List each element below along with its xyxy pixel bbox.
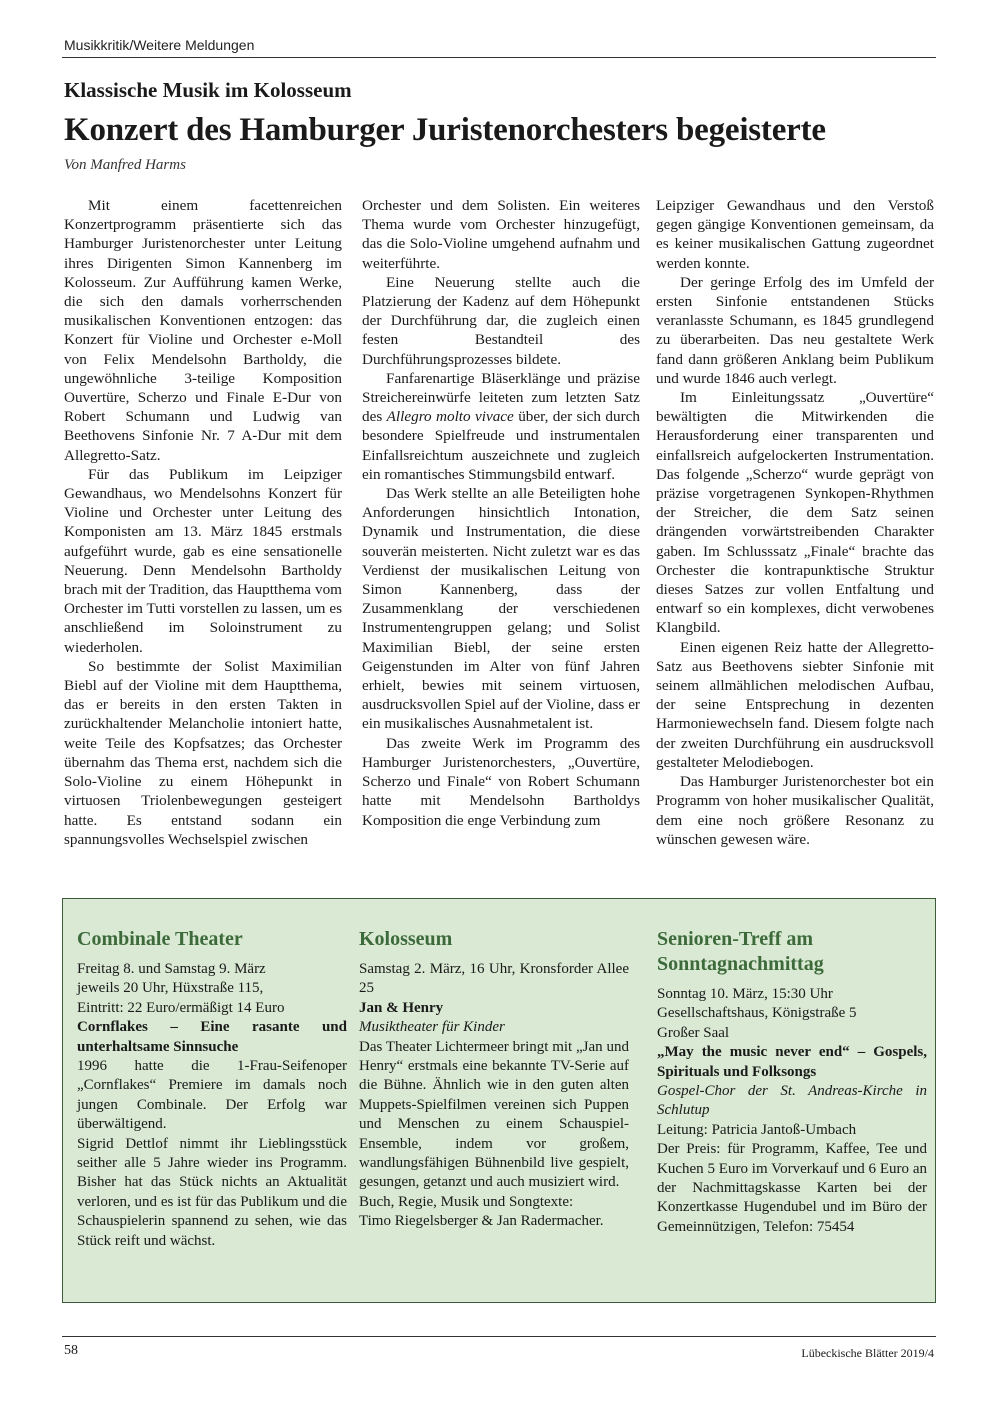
- paragraph: Mit einem facettenreichen Konzertprogramm präsentierte sich das Hamburger Juristenorchester unter Leitung ihres Dirigenten Simon Kannenberg im Kolosseum. Zur Aufführung kamen Werke, die sich den damals vorherrschenden musikalischen Konventionen entzogen: das Konzert für Violine und Orchester e-Moll von Felix Mendelsohn Bartholdy, die ungewöhnliche 3-teilige Komposition Ouvertüre, Scherzo und Finale E-Dur von Robert Schumann und Ludwig van Beethovens Sinfonie Nr. 7 A-Dur mit dem Allegretto-Satz.: [64, 197, 342, 464]
- paragraph: Im Einleitungssatz „Ouvertüre“ bewältigten die Mitwirkenden die Herausforderung einer transparenten und einfallsreich aufgelockerten Instrumentation. Das folgende „Scherzo“ wurde geprägt von präzise vorgetragenen Synkopen-Rhythmen der Streicher, die dem Satz seinen drängenden vorwärtstreibenden Charakter gaben. Im Schlusssatz „Finale“ brachte das Orchester die kontrapunktische Struktur dieses Satzes zur vollen Entfaltung und entwarf so ein komplexes, dicht verwobenes Klangbild.: [656, 389, 934, 637]
- paragraph: Orchester und dem Solisten. Ein weiteres Thema wurde vom Orchester hinzugefügt, das die Solo-Violine umgehend aufnahm und weiterführte.: [362, 197, 640, 272]
- article-column-3: [656, 196, 934, 849]
- event-place: Gesellschaftshaus, Königstraße 5: [657, 1005, 857, 1022]
- article-byline: Von Manfred Harms: [64, 157, 186, 173]
- event-title: Senioren-Treff am Sonntagnachmittag: [657, 928, 824, 975]
- paragraph: Einen eigenen Reiz hatte der Allegretto-Satz aus Beethovens siebter Sinfonie mit seinem allmählichen melodischen Aufbau, der seine Entsprechung in dezenten Harmoniewechseln fand. Diesem folgte nach der zweiten Durchführung ein ausdrucksvoll gestalteter Melodiebogen.: [656, 638, 934, 771]
- event-title: Kolosseum: [359, 928, 453, 950]
- event-senioren-treff: [657, 927, 927, 1237]
- event-show-title: „May the music never end“ – Gospels, Spirituals und Folksongs: [657, 1044, 927, 1080]
- event-choir: Gospel-Chor der St. Andreas-Kirche in Schlutup: [657, 1083, 927, 1119]
- event-lead: Leitung: Patricia Jantoß-Umbach: [657, 1121, 857, 1138]
- events-box: [62, 898, 936, 1303]
- paragraph: Der geringe Erfolg des im Umfeld der ersten Sinfonie entstandenen Stücks veranlasste Schumann, es 1845 grundlegend zu überarbeiten. Das neu gestaltete Werk fand dann größeren Anklang beim Publikum und wurde 1846 auch verlegt.: [656, 273, 934, 387]
- top-rule: [62, 57, 936, 58]
- event-date: Freitag 8. und Samstag 9. März: [77, 961, 266, 977]
- event-kolosseum: [359, 927, 629, 1232]
- paragraph: Eine Neuerung stellte auch die Platzierung der Kadenz auf dem Höhepunkt der Durchführung dar, die zugleich einen festen Bestandteil des Durchführungsprozesses bildete.: [362, 273, 640, 368]
- event-credits-label: Buch, Regie, Musik und Songtexte:: [359, 1193, 574, 1210]
- event-show-title: Cornflakes – Eine rasante und unterhaltsame Sinnsuche: [77, 1019, 347, 1055]
- paragraph: Das Hamburger Juristenorchester bot ein Programm von hoher musikalischer Qualität, dem eine noch größere Resonanz zu wünschen gewesen wäre.: [656, 773, 934, 848]
- event-credits-names: Timo Riegelsberger & Jan Radermacher.: [359, 1213, 604, 1230]
- event-date-place: Samstag 2. März, 16 Uhr, Kronsforder Allee 25: [359, 961, 629, 997]
- event-description: Das Theater Lichtermeer bringt mit „Jan und Henry“ erstmals eine bekannte TV-Serie auf die Bühne. Ähnlich wie in den guten alten Muppets-Spielfilmen vereinen sich Puppen und Menschen zu einem Schauspiel-Ensemble, indem vor großem, wandlungsfähigen Bühnenbild live gespielt, gesungen, getanzt und auch musiziert wird.: [359, 1038, 629, 1191]
- article-kicker: Klassische Musik im Kolosseum: [64, 78, 352, 102]
- event-date: Sonntag 10. März, 15:30 Uhr: [657, 986, 833, 1002]
- paragraph: Leipziger Gewandhaus und den Verstoß gegen gängige Konventionen gemeinsam, da es keiner musikalischen Gattung zugeordnet werden konnte.: [656, 197, 934, 272]
- paragraph: So bestimmte der Solist Maximilian Biebl auf der Violine mit dem Hauptthema, das er bereits in den ersten Takten in zurückhaltender Melancholie intoniert hatte, weite Teile des Kopfsatzes; das Orchester übernahm das Thema erst, nachdem sich die Solo-Violine zu einem Höhepunkt in virtuosen Triolenbewegungen gesteigert hatte. Es entstand sodann ein spannungsvolles Wechselspiel zwischen: [64, 657, 342, 848]
- event-room: Großer Saal: [657, 1024, 730, 1041]
- event-combinale: [77, 927, 347, 1251]
- event-subtitle: Musiktheater für Kinder: [359, 1019, 505, 1036]
- event-time-place: jeweils 20 Uhr, Hüxstraße 115,: [77, 980, 264, 997]
- event-price: Eintritt: 22 Euro/ermäßigt 14 Euro: [77, 999, 285, 1016]
- event-description: 1996 hatte die 1-Frau-Seifenoper „Cornflakes“ Premiere im damals noch jungen Combinale. Der Erfolg war überwältigend.: [77, 1058, 347, 1133]
- section-header: Musikkritik/Weitere Meldungen: [64, 37, 255, 53]
- article-column-2: [362, 196, 640, 830]
- event-description: Sigrid Dettlof nimmt ihr Lieblingsstück seither alle 5 Jahre wieder ins Programm. Bisher hat das Stück nichts an Aktualität verloren, und es ist für das Publikum und die Schauspielerin spannend zu sehen, wie das Stück reift und wächst.: [77, 1135, 347, 1249]
- emphasis: Allegro molto vivace: [386, 408, 514, 426]
- event-description: Der Preis: für Programm, Kaffee, Tee und Kuchen 5 Euro im Vorverkauf und 6 Euro an der Nachmittagskasse Karten bei der Konzertkasse Hugendubel und im Büro der Gemeinnützigen, Telefon: 75454: [657, 1141, 927, 1235]
- article-headline: Konzert des Hamburger Juristenorchesters begeisterte: [64, 112, 826, 148]
- event-title: Combinale Theater: [77, 928, 243, 950]
- article-column-1: [64, 196, 342, 849]
- event-show-title: Jan & Henry: [359, 999, 444, 1016]
- paragraph: Das zweite Werk im Programm des Hamburger Juristenorchesters, „Ouvertüre, Scherzo und Finale“ von Robert Schumann hatte mit Mendelsohn Bartholdys Komposition die enge Verbindung zum: [362, 734, 640, 829]
- page-number: 58: [64, 1343, 78, 1358]
- bottom-rule: [62, 1336, 936, 1337]
- paragraph: Das Werk stellte an alle Beteiligten hohe Anforderungen hinsichtlich Intonation, Dynamik und Instrumentation, die diese souverän meisterten. Nicht zuletzt war es das Verdienst der musikalischen Leitung von Simon Kannenberg, dass der Zusammenklang der verschiedenen Instrumentengruppen gelang; und Solist Maximilian Biebl, der seine ersten Geigenstunden im Alter von fünf Jahren erhielt, bewies mit seinem virtuosen, ausdrucksvollen Spiel auf der Violine, dass er ein musikalisches Ausnahmetalent ist.: [362, 485, 640, 733]
- paragraph: Für das Publikum im Leipziger Gewandhaus, wo Mendelsohns Konzert für Violine und Orchester unter Leitung des Komponisten am 13. März 1845 erstmals aufgeführt wurde, gab es eine sensationelle Neuerung. Denn Mendelsohn Bartholdy brach mit der Tradition, das Hauptthema vom Orchester im Tutti vorstellen zu lassen, um es anschließend im Soloinstrument zu wiederholen.: [64, 465, 342, 656]
- paragraph: Fanfarenartige Bläserklänge und präzise Streichereinwürfe leiteten zum letzten Satz des Allegro molto vivace über, der sich durch besondere Spielfreude und instrumentalen Einfallsreichtum auszeichnete und zugleich ein romantisches Stimmungsbild entwarf.: [362, 369, 640, 483]
- publication-footer: Lübeckische Blätter 2019/4: [801, 1346, 934, 1360]
